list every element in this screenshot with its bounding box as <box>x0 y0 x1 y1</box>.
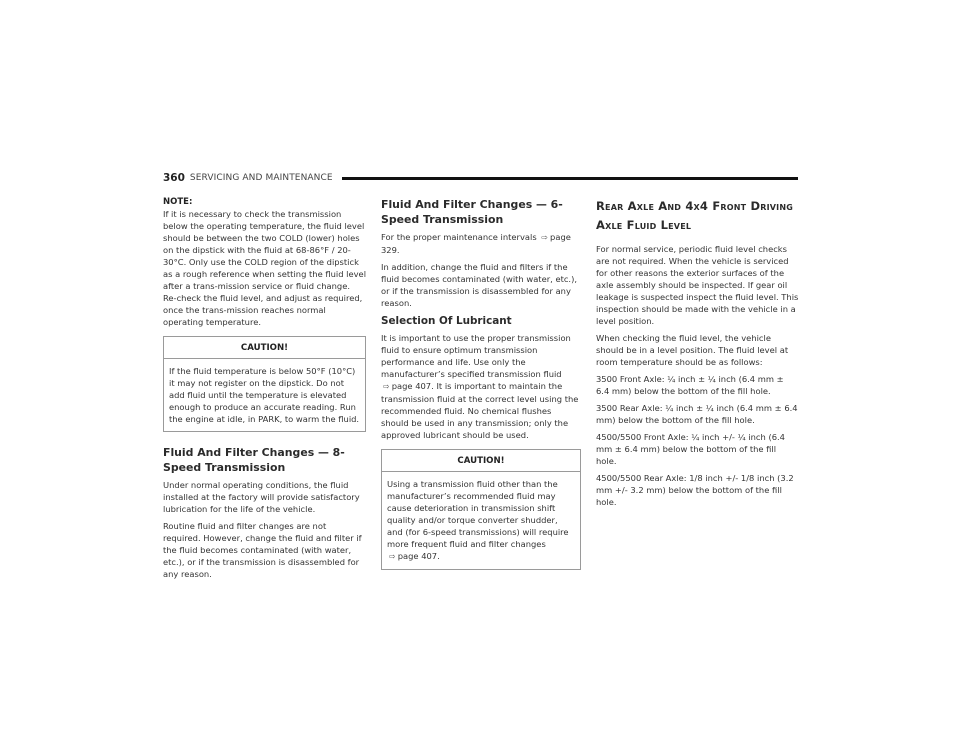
column-left <box>163 197 366 585</box>
caution-text: If the fluid temperature is below 50°F (10°C) it may not register on the dipstick. Do not add fluid until the temperature is elevated enough to produce an accurate reading. Run the engine at idle, in PARK, to warm the fluid. <box>169 366 360 424</box>
paragraph: For normal service, periodic fluid level checks are not required. When the vehicle is serviced for other reasons the exterior surfaces of the axle assembly should be inspected. If gear oil leakage is suspected inspect the fluid level. This inspection should be made with the vehicle in a level position. <box>596 244 799 326</box>
caution-title: CAUTION! <box>164 337 365 359</box>
note-text: If it is necessary to check the transmission below the operating temperature, the fluid level should be between the two COLD (lower) holes on the dipstick with the fluid at 68-86°F / 20-30°C. Only use the COLD region of the dipstick as a rough reference when setting the fluid level after a trans-mission service or fluid change. Re-check the fluid level, and adjust as required, once the trans-mission reaches normal operating temperature. <box>163 209 367 327</box>
paragraph: Under normal operating conditions, the fluid installed at the factory will provide satisfactory lubrication for the life of the vehicle. <box>163 480 360 514</box>
caution-title: CAUTION! <box>382 450 580 472</box>
spec-front-4500: 4500/5500 Front Axle: ¼ inch +/- ¼ inch (6.4 mm ± 6.4 mm) below the bottom of the fill hole. <box>596 432 785 466</box>
section-heading-lubricant: Selection Of Lubricant <box>381 315 512 327</box>
paragraph: When checking the fluid level, the vehicle should be in a level position. The fluid level at room temperature should be as follows: <box>596 333 789 367</box>
paragraph: For the proper maintenance intervals ⇨ page 329. <box>381 232 571 255</box>
paragraph: In addition, change the fluid and filters if the fluid becomes contaminated (with water, etc.), or if the transmission is disassembled for any reason. <box>381 262 577 308</box>
caution-box <box>381 449 581 570</box>
page-ref-link[interactable]: page 407. <box>391 381 434 391</box>
paragraph: It is important to use the proper transmission fluid to ensure optimum transmission performance and life. Use only the manufacturer’s specified transmission fluid ⇨ page 407. It is important to maintain the transmission fluid at the correct level using the recommended fluid. No chemical flushes should be used in any transmission; only the approved lubricant should be used. <box>381 333 579 440</box>
spec-rear-4500: 4500/5500 Rear Axle: 1/8 inch +/- 1/8 inch (3.2 mm +/- 3.2 mm) below the bottom of the fill hole. <box>596 473 794 507</box>
page-ref-link[interactable]: page 329. <box>381 232 571 255</box>
note-label: NOTE: <box>163 197 193 207</box>
caution-text: Using a transmission fluid other than the manufacturer’s recommended fluid may cause deterioration in transmission shift quality and/or torque converter shudder, and (for 6-speed transmissions) will require more frequent fluid and filter changes ⇨ page 407. <box>387 479 569 561</box>
spec-rear-3500: 3500 Rear Axle: ¼ inch ± ¼ inch (6.4 mm ± 6.4 mm) below the bottom of the fill hole. <box>596 403 798 425</box>
paragraph: Routine fluid and filter changes are not required. However, change the fluid and filter if the fluid becomes contaminated (with water, etc.), or if the transmission is disassembled for any reason. <box>163 521 362 579</box>
page-ref-arrow-icon: ⇨ <box>383 382 390 391</box>
column-middle <box>381 197 581 583</box>
page-header <box>163 171 798 185</box>
section-heading-8-speed: Fluid And Filter Changes — 8-Speed Transmission <box>163 446 345 474</box>
section-heading-axle-fluid: Rear Axle And 4x4 Front Driving Axle Fluid Level <box>596 199 794 232</box>
page-ref-link[interactable]: page 407. <box>397 551 440 561</box>
header-rule <box>342 177 798 180</box>
page-ref-arrow-icon: ⇨ <box>541 233 549 242</box>
caution-box <box>163 336 366 432</box>
spec-front-3500: 3500 Front Axle: ¼ inch ± ¼ inch (6.4 mm ± 6.4 mm) below the bottom of the fill hole. <box>596 374 784 396</box>
column-right <box>596 197 799 513</box>
page-number: 360 <box>163 172 185 184</box>
page-ref-arrow-icon: ⇨ <box>389 552 396 561</box>
section-heading-6-speed: Fluid And Filter Changes — 6-Speed Transmission <box>381 198 563 226</box>
section-title: SERVICING AND MAINTENANCE <box>189 173 333 183</box>
